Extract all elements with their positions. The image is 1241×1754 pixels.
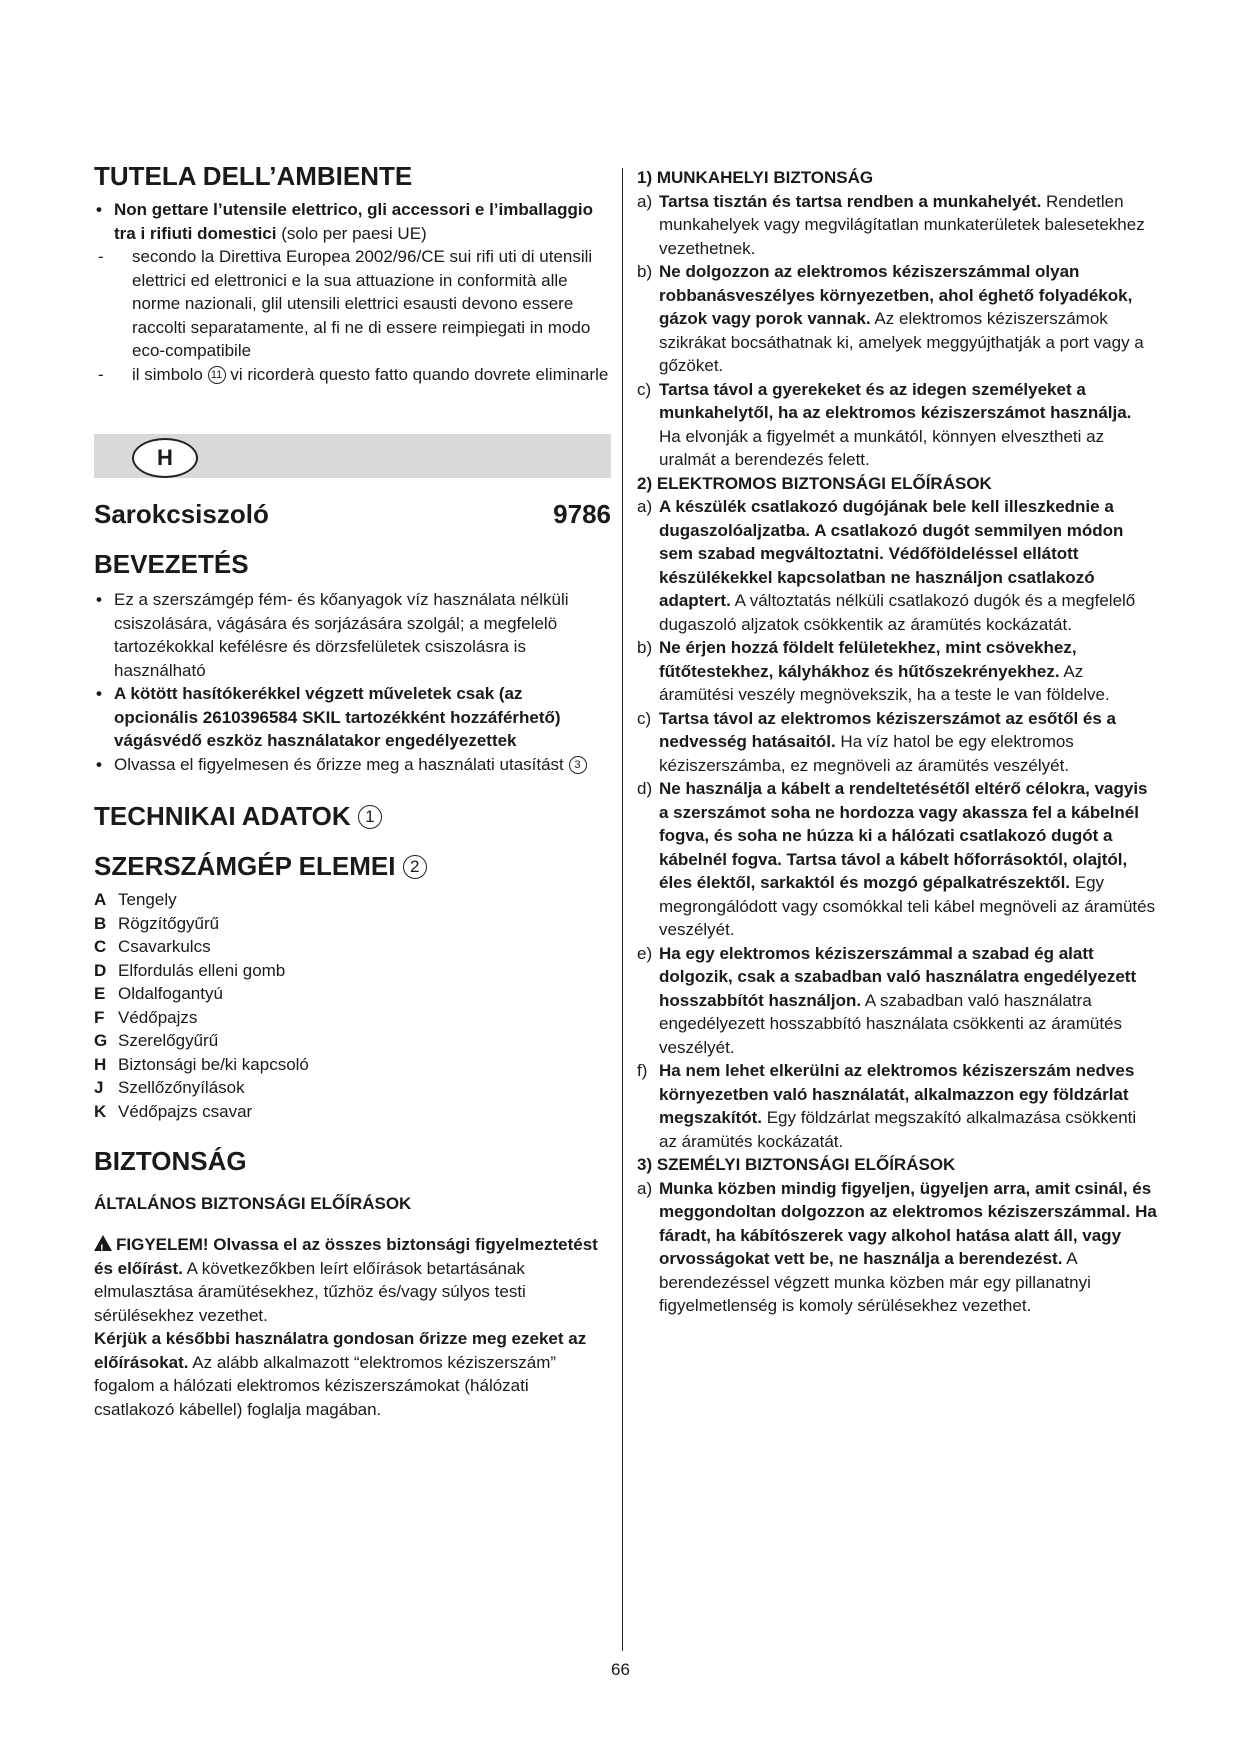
intro-title: BEVEZETÉS bbox=[94, 549, 249, 579]
part-letter: C bbox=[94, 937, 107, 956]
item-label: e) bbox=[637, 943, 653, 963]
item-label: f) bbox=[637, 1061, 648, 1080]
country-code-badge: H bbox=[132, 438, 198, 478]
section-3-items bbox=[637, 1177, 1157, 1318]
rule-normal: A berendezéssel végzett munka közben már egy pillanatnyi figyelmetlenség is komoly sérülésekhez vezethet. bbox=[659, 1249, 1091, 1315]
rule-bold: Tartsa távol a gyerekeket és az idegen személyeket a munkahelytől, ha az elektromos kéziszerszámot használja. bbox=[659, 379, 1132, 422]
intro-bullet-3-text: Olvassa el figyelmesen és őrizze meg a használati utasítást bbox=[114, 754, 564, 774]
tech-data-title bbox=[94, 800, 611, 832]
product-name: Sarokcsiszoló bbox=[94, 499, 269, 529]
item-label: b) bbox=[637, 638, 653, 657]
intro-bullet: • Ez a szerszámgép fém- és kőanyagok víz használata nélküli csiszolására, vágására és sorjázására szolgál; a megfelelö tartozékokkal kefélésre és dörzsfelületek csiszolásra is használható bbox=[94, 588, 611, 682]
model-number: 9786 bbox=[553, 499, 611, 529]
country-bar bbox=[94, 434, 611, 478]
section-2-title: 2) ELEKTROMOS BIZTONSÁGI ELŐÍRÁSOK bbox=[637, 473, 992, 493]
right-column bbox=[637, 166, 1157, 1318]
rule-normal: Egy földzárlat megszakító alkalmazása csökkenti az áramütés kockázatát. bbox=[659, 1108, 1137, 1151]
part-letter: D bbox=[94, 960, 107, 980]
part-name: Védőpajzs bbox=[118, 1007, 198, 1027]
dash-marker: - bbox=[98, 247, 104, 266]
item-label: a) bbox=[637, 1178, 653, 1198]
environment-dash-2-text-a: il simbolo bbox=[132, 364, 208, 384]
parts-list-item bbox=[94, 1100, 611, 1124]
warning-paragraph bbox=[94, 1233, 611, 1327]
dash-marker: - bbox=[98, 364, 104, 384]
rule-item bbox=[637, 942, 1157, 1060]
environment-title: TUTELA DELL’AMBIENTE bbox=[94, 161, 413, 191]
rule-item bbox=[637, 777, 1157, 942]
parts-list bbox=[94, 888, 611, 1123]
rule-normal: A szabadban való használatra engedélyezett hosszabbító használata csökkenti az áramütés veszélyét. bbox=[659, 990, 1123, 1057]
part-name: Szerelőgyűrű bbox=[118, 1031, 219, 1050]
rule-normal: Rendetlen munkahelyek vagy megvilágítatlan munkaterületek balesetekhez vezethetnek. bbox=[659, 191, 1145, 258]
safety-subtitle: ÁLTALÁNOS BIZTONSÁGI ELŐÍRÁSOK bbox=[94, 1194, 412, 1213]
circled-number-3: 3 bbox=[569, 756, 587, 774]
rule-bold: Ne használja a kábelt a rendeltetésétől eltérő célokra, vagyis a szerszámot soha ne hordozza vagy akassza fel a kábelnél fogva, és soha ne húzza ki a hálózati csatlakozó dugót a kábelnél fogva. Tartsa távol a kábelt hőforrásoktól, olajtól, éles élektől, sarkaktól és mozgó gépalkatrészektől. bbox=[659, 779, 1148, 892]
rule-normal: Egy megrongálódott vagy csomókkal teli kábel megnöveli az áramütés veszélyét. bbox=[659, 873, 1156, 939]
part-letter: E bbox=[94, 984, 106, 1003]
item-label: c) bbox=[637, 379, 652, 399]
rule-bold: Ha egy elektromos kéziszerszámmal a szabad ég alatt dolgozik, csak a szabadban való használatra engedélyezett hosszabbítót használjon. bbox=[659, 943, 1137, 1010]
environment-dash-1-text: secondo la Direttiva Europea 2002/96/CE sui rifi uti di utensili elettrici ed elettronici e la sua attuazione in conformità alle norme nazionali, glil utensili elettrici esausti devono essere raccolti separatamente, al fi ne di essere reimpiegati in modo eco-compatibile bbox=[132, 247, 593, 360]
rule-bold: Tartsa tisztán és tartsa rendben a munkahelyét. bbox=[659, 191, 1042, 211]
parts-list-item bbox=[94, 959, 611, 983]
rule-item bbox=[637, 636, 1157, 707]
parts-list-item bbox=[94, 1053, 611, 1077]
warning-normal: A következőkben leírt előírások betartásának elmulasztása áramütésekhez, tűzhöz és/vagy súlyos testi sérülésekhez vezethet. bbox=[94, 1258, 526, 1325]
part-letter: A bbox=[94, 890, 107, 909]
part-letter: H bbox=[94, 1054, 107, 1074]
page-number: 66 bbox=[611, 1660, 630, 1679]
circled-number-1: 1 bbox=[358, 805, 382, 829]
rule-normal: Az áramütési veszély megnövekszik, ha a teste le van földelve. bbox=[659, 661, 1110, 704]
part-name: Biztonsági be/ki kapcsoló bbox=[118, 1054, 309, 1074]
environment-dash-2-text-b: vi ricorderà questo fatto quando dovrete eliminarle bbox=[225, 364, 609, 384]
part-letter: F bbox=[94, 1007, 105, 1027]
environment-bullet-normal: (solo per paesi UE) bbox=[276, 223, 427, 243]
part-name: Oldalfogantyú bbox=[118, 984, 223, 1003]
environment-dash-item bbox=[94, 245, 611, 363]
column-divider bbox=[622, 168, 623, 1651]
product-title-row bbox=[94, 498, 611, 530]
rule-item bbox=[637, 707, 1157, 778]
tech-data-title-text: TECHNIKAI ADATOK bbox=[94, 801, 351, 831]
parts-title bbox=[94, 850, 611, 882]
warning-icon bbox=[94, 1235, 112, 1251]
parts-title-text: SZERSZÁMGÉP ELEMEI bbox=[94, 851, 396, 881]
rule-item bbox=[637, 378, 1157, 472]
warning-bold: FIGYELEM! Olvassa el az összes biztonsági figyelmeztetést és előírást. bbox=[94, 1235, 598, 1278]
part-name: Védőpajzs csavar bbox=[118, 1101, 253, 1121]
item-label: b) bbox=[637, 262, 653, 281]
parts-list-item bbox=[94, 982, 611, 1006]
rule-bold: A készülék csatlakozó dugójának bele kell illeszkednie a dugaszolóaljzatba. A csatlakozó dugót semmilyen módon sem szabad megváltoztatni. Védőföldeléssel ellátott készülékekkel kapcsolatban ne használjon csatlakozó adaptert. bbox=[659, 497, 1124, 610]
intro-bullet-bold: A kötött hasítókerékkel végzett műveletek csak (az opcionális 2610396584 SKIL tartozékként hozzáférhető) vágásvédő eszköz használatakor engedélyezettek bbox=[114, 684, 561, 750]
rule-bold: Ne érjen hozzá földelt felületekhez, mint csövekhez, fűtőtestekhez, kályhákhoz és hűtőszekrényekhez. bbox=[659, 638, 1077, 681]
rule-bold: Tartsa távol az elektromos kéziszerszámot az esőtől és a nedvesség hatásaitól. bbox=[659, 708, 1116, 751]
parts-list-item bbox=[94, 888, 611, 912]
parts-list-item bbox=[94, 1006, 611, 1030]
safety-title: BIZTONSÁG bbox=[94, 1146, 247, 1176]
left-column bbox=[94, 160, 611, 1421]
rule-bold: Ne dolgozzon az elektromos kéziszerszámmal olyan robbanásveszélyes környezetben, ahol éghető folyadékok, gázok vagy porok vannak. bbox=[659, 262, 1133, 328]
rule-bold: Munka közben mindig figyeljen, ügyeljen arra, amit csinál, és meggondoltan dolgozzon az elektromos kéziszerszámmal. Ha fáradt, ha kábítószerek vagy alkohol hatása alatt áll, vagy orvosságokat vett be, ne használja a berendezést. bbox=[659, 1178, 1157, 1268]
item-label: a) bbox=[637, 191, 653, 211]
circled-number-2: 2 bbox=[403, 855, 427, 879]
intro-bullet bbox=[94, 753, 611, 777]
rule-item bbox=[637, 1177, 1157, 1318]
intro-bullet bbox=[94, 682, 611, 753]
rule-normal: Az elektromos kéziszerszámok szikrákat bocsáthatnak ki, amelyek meggyújthatják a port vagy a gőzöket. bbox=[659, 309, 1144, 375]
rule-item bbox=[637, 1059, 1157, 1153]
item-label: c) bbox=[637, 708, 652, 728]
environment-list bbox=[94, 198, 611, 245]
section-1-title: 1) MUNKAHELYI BIZTONSÁG bbox=[637, 168, 874, 187]
parts-list-item bbox=[94, 912, 611, 936]
section-1-items bbox=[637, 190, 1157, 472]
section-3-title: 3) SZEMÉLYI BIZTONSÁGI ELŐÍRÁSOK bbox=[637, 1155, 956, 1174]
rule-normal: Ha elvonják a figyelmét a munkától, könnyen elvesztheti az uralmát a berendezés felett. bbox=[659, 426, 1105, 469]
environment-bullet bbox=[94, 198, 611, 245]
rule-item bbox=[637, 260, 1157, 378]
keep-instructions-paragraph bbox=[94, 1327, 611, 1421]
environment-bullet-bold: Non gettare l’utensile elettrico, gli accessori e l’imballaggio tra i rifiuti domestici bbox=[114, 200, 593, 243]
circled-number-11: 11 bbox=[208, 366, 226, 384]
rule-normal: Ha víz hatol be egy elektromos kéziszerszámba, ez megnöveli az áramütés veszélyét. bbox=[659, 732, 1074, 775]
intro-list bbox=[94, 588, 611, 776]
part-letter: K bbox=[94, 1101, 107, 1121]
part-letter: B bbox=[94, 913, 107, 933]
part-name: Rögzítőgyűrű bbox=[118, 913, 220, 933]
parts-list-item bbox=[94, 935, 611, 959]
part-name: Csavarkulcs bbox=[118, 937, 211, 956]
rule-bold: Ha nem lehet elkerülni az elektromos kéziszerszám nedves környezetben való használatát, alkalmazzon egy földzárlat megszakítót. bbox=[659, 1061, 1135, 1127]
keep-normal: Az alább alkalmazott “elektromos kéziszerszám” fogalom a hálózati elektromos kéziszerszámokat (hálózati csatlakozó kábellel) foglalja magában. bbox=[94, 1352, 557, 1419]
keep-bold: Kérjük a későbbi használatra gondosan őrizze meg ezeket az előírásokat. bbox=[94, 1329, 587, 1372]
part-name: Tengely bbox=[118, 890, 177, 909]
item-label: a) bbox=[637, 497, 653, 516]
rule-item bbox=[637, 190, 1157, 261]
part-letter: J bbox=[94, 1078, 104, 1097]
part-name: Szellőzőnyílások bbox=[118, 1078, 245, 1097]
environment-dash-item bbox=[94, 363, 611, 387]
environment-dash-list bbox=[94, 245, 611, 386]
parts-list-item bbox=[94, 1076, 611, 1100]
rule-item bbox=[637, 495, 1157, 636]
part-name: Elfordulás elleni gomb bbox=[118, 960, 286, 980]
parts-list-item bbox=[94, 1029, 611, 1053]
part-letter: G bbox=[94, 1031, 108, 1050]
section-2-items bbox=[637, 495, 1157, 1153]
rule-normal: A változtatás nélküli csatlakozó dugók és a megfelelő dugaszoló aljzatok csökkentik az áramütés kockázatát. bbox=[659, 591, 1136, 634]
item-label: d) bbox=[637, 779, 653, 798]
